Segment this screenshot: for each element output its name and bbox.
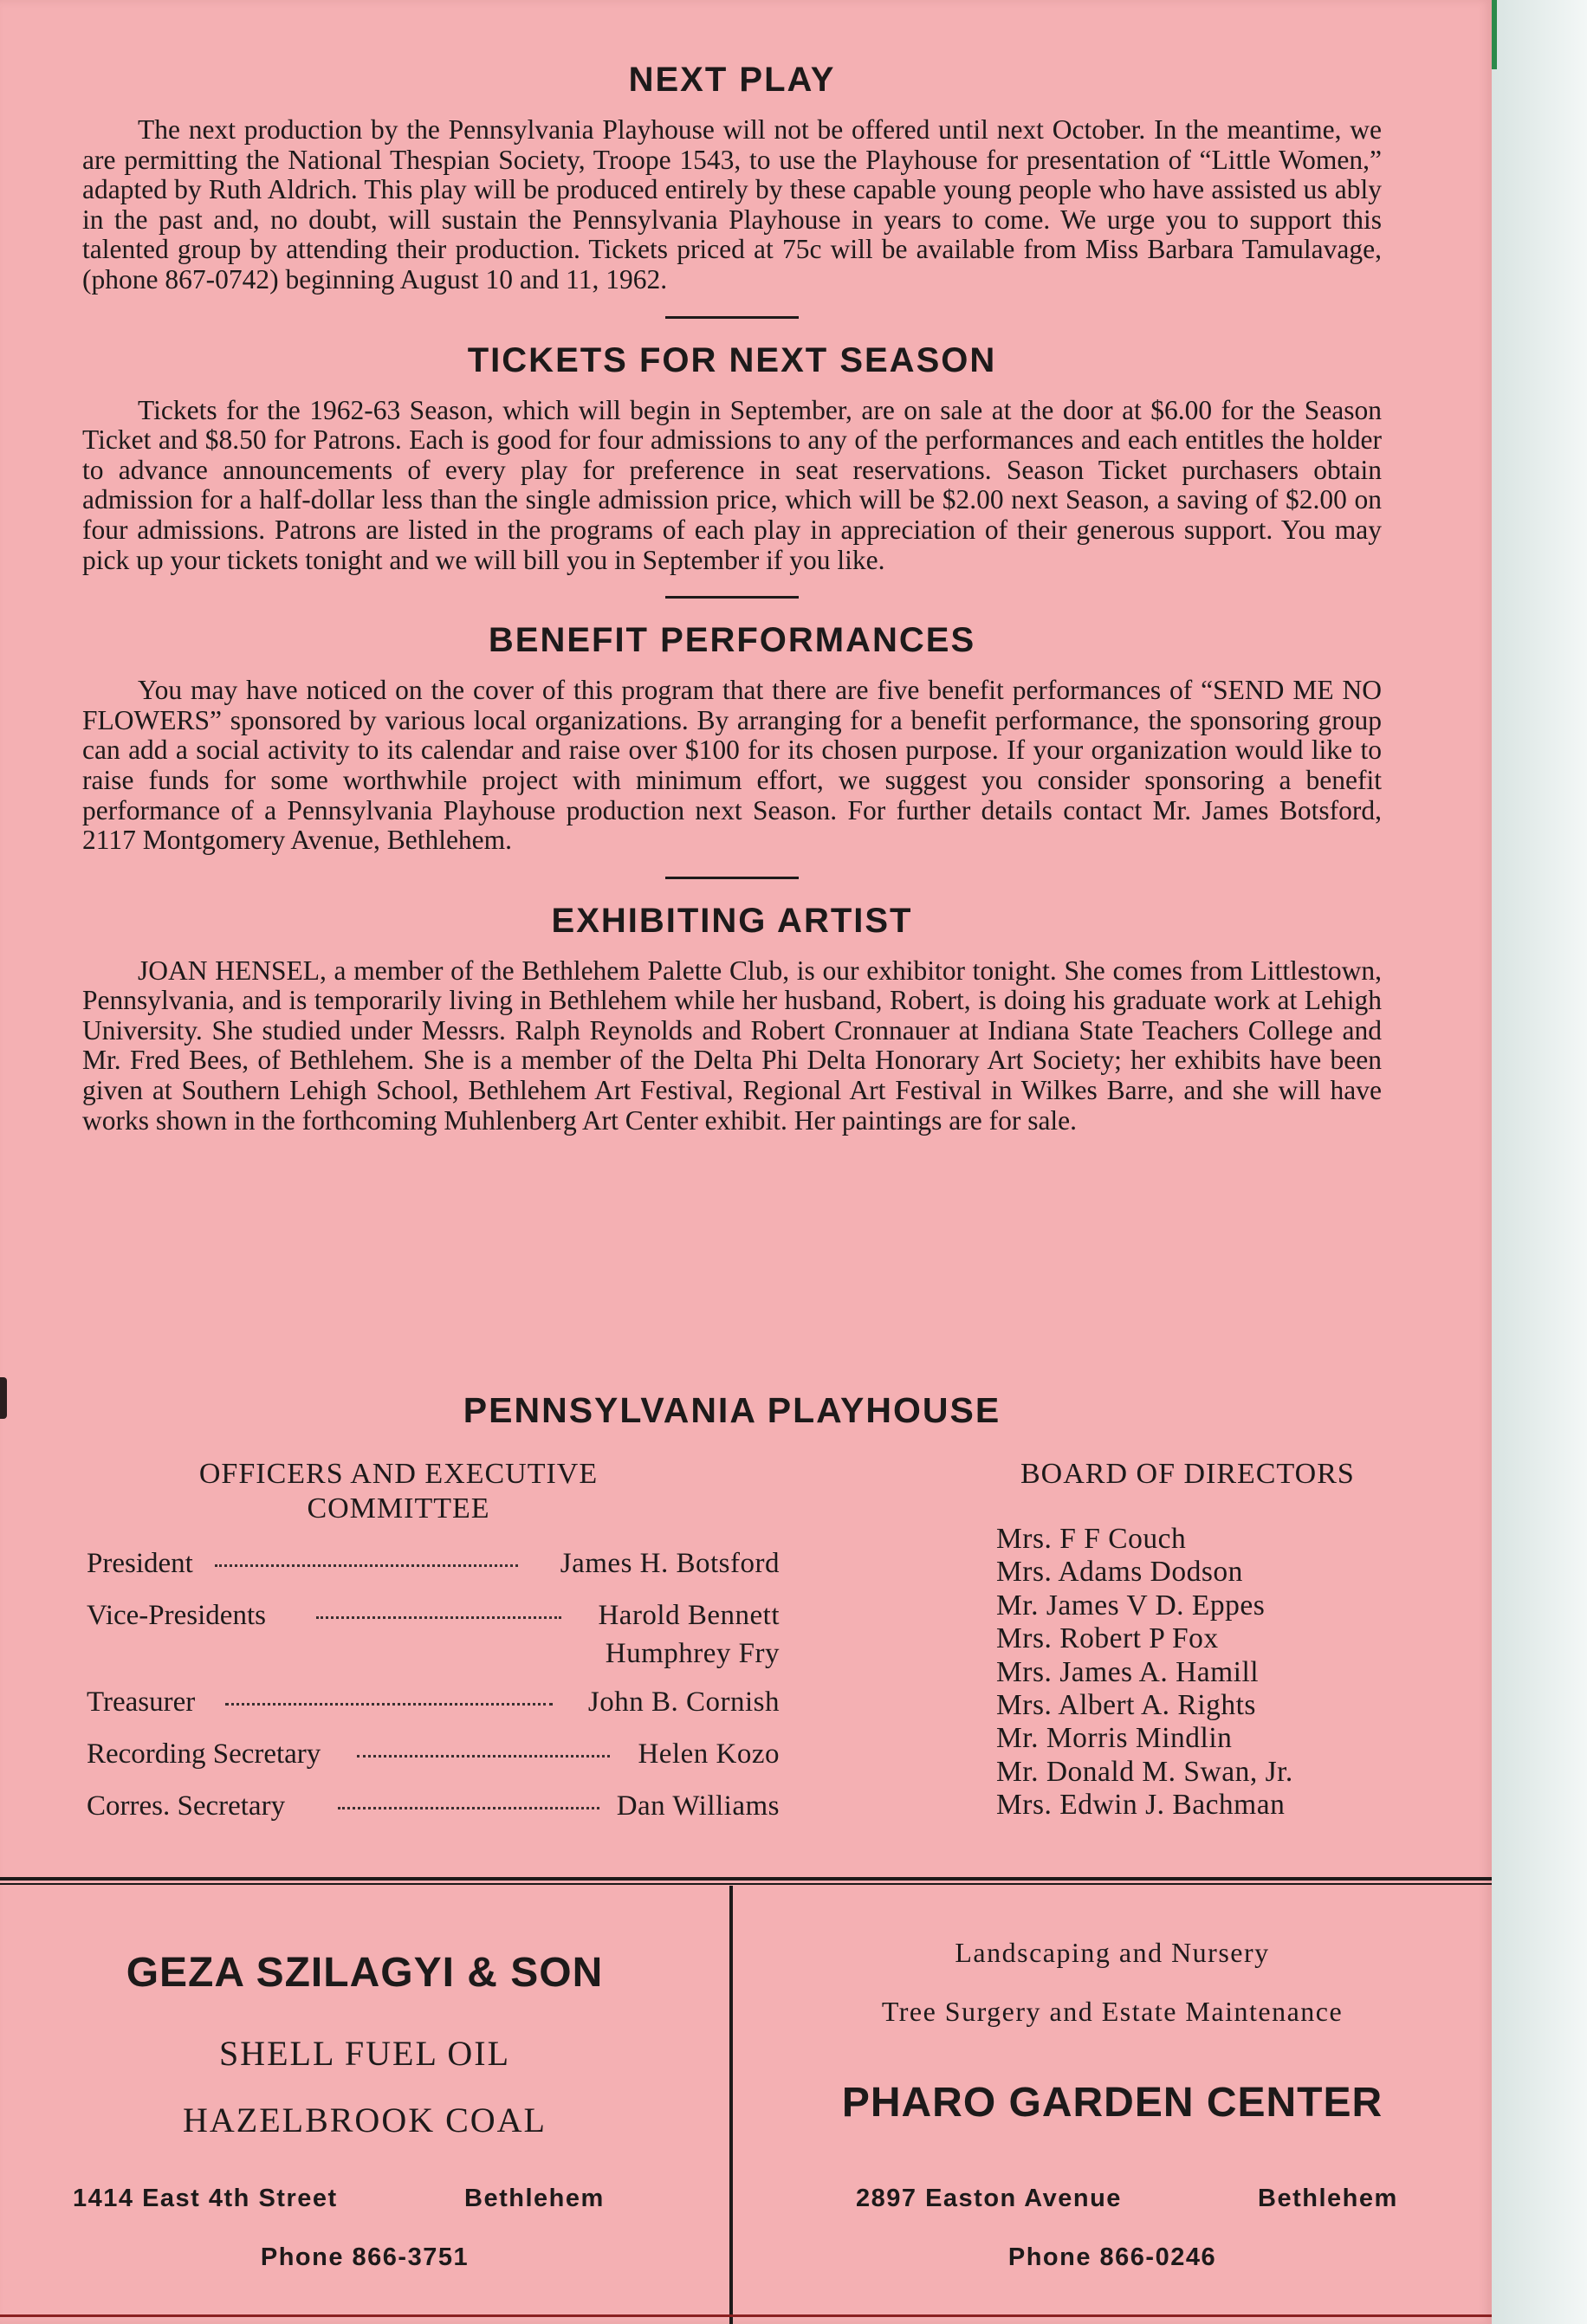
officer-role: President xyxy=(87,1548,193,1579)
director-name: Mr. Donald M. Swan, Jr. xyxy=(996,1755,1293,1788)
ad-address: 1414 East 4th Street xyxy=(73,2185,338,2212)
officer-role: Vice-Presidents xyxy=(87,1600,266,1631)
officer-row xyxy=(87,1736,780,1772)
dot-leader xyxy=(357,1755,610,1758)
playhouse-title: PENNSYLVANIA PLAYHOUSE xyxy=(463,1390,1001,1430)
director-name: Mr. Morris Mindlin xyxy=(996,1722,1233,1755)
director-name: Mrs. Robert P Fox xyxy=(996,1622,1219,1655)
advertiser-name: GEZA SZILAGYI & SON xyxy=(126,1950,604,1996)
section-divider xyxy=(665,877,799,879)
officers-title xyxy=(87,1457,710,1526)
tickets-section xyxy=(82,341,1382,576)
officer-role: Corres. Secretary xyxy=(87,1790,286,1822)
officer-name: Harold Bennett xyxy=(598,1600,780,1631)
ad-line: Tree Surgery and Estate Maintenance xyxy=(881,1996,1344,2027)
section-divider xyxy=(665,316,799,319)
officer-name: Helen Kozo xyxy=(638,1738,780,1770)
officer-row xyxy=(87,1788,780,1824)
officer-name: Dan Williams xyxy=(616,1790,780,1822)
dot-leader xyxy=(338,1807,599,1809)
ad-city: Bethlehem xyxy=(1258,2185,1398,2212)
section-heading: TICKETS FOR NEXT SEASON xyxy=(467,340,997,379)
ad-address: 2897 Easton Avenue xyxy=(856,2185,1122,2212)
section-paragraph: JOAN HENSEL, a member of the Bethlehem Palette Club, is our exhibitor tonight. She comes from Littlestown, Pennsylvania, and is temporarily living in Bethlehem while her husband, Robert, is doing his graduate work at Lehigh University. She studied under Messrs. Ralph Reynolds and Robert Cronnauer at Indiana State Teachers College and Mr. Fred Bees, of Bethlehem. She is a member of the Delta Phi Delta Honorary Art Society; her exhibits have been given at Southern Lehigh School, Bethlehem Art Festival, Regional Art Festival in Wilkes Barre, and she will have works shown in the forthcoming Muhlenberg Art Center exhibit. Her paintings are for sale. xyxy=(82,955,1382,1136)
section-divider xyxy=(665,596,799,599)
ad-phone: Phone 866-3751 xyxy=(260,2243,470,2271)
board-list xyxy=(996,1523,1447,1822)
officer-name: John B. Cornish xyxy=(587,1686,780,1718)
officer-role: Treasurer xyxy=(87,1686,196,1718)
next-play-section xyxy=(82,61,1382,295)
artist-section xyxy=(82,902,1382,1136)
director-name: Mrs. Edwin J. Bachman xyxy=(996,1789,1286,1822)
ad-szilagyi xyxy=(0,1888,729,2313)
scan-background xyxy=(1492,0,1587,2324)
articles xyxy=(82,61,1382,1136)
officers-title-line: COMMITTEE xyxy=(307,1492,490,1525)
scan-edge-mark xyxy=(1492,0,1497,69)
director-name: Mrs. Albert A. Rights xyxy=(996,1689,1256,1722)
officers-title-line: OFFICERS AND EXECUTIVE xyxy=(198,1458,599,1490)
section-paragraph: The next production by the Pennsylvania Playhouse will not be offered until next October. In the meantime, we are permitting the National Thespian Society, Troope 1543, to use the Playhouse for presentation of “Little Women,” adapted by Ruth Aldrich. This play will be produced entirely by these capable young people who have assisted us ably in the past and, no doubt, will sustain the Pennsylvania Playhouse in years to come. We urge you to support this talented group by attending their production. Tickets priced at 75c will be available from Miss Barbara Tamulavage, (phone 867-0742) beginning August 10 and 11, 1962. xyxy=(82,114,1382,295)
dot-leader xyxy=(215,1564,518,1567)
ad-line: HAZELBROOK COAL xyxy=(183,2101,547,2140)
ad-line: Landscaping and Nursery xyxy=(955,1937,1270,1968)
benefit-section xyxy=(82,621,1382,856)
board-of-directors xyxy=(996,1457,1447,1822)
officer-name: James H. Botsford xyxy=(560,1548,780,1579)
director-name: Mrs. F F Couch xyxy=(996,1523,1187,1555)
section-paragraph: Tickets for the 1962-63 Season, which will begin in September, are on sale at the door at $6.00 for the Season Ticket and $8.50 for Patrons. Each is good for four admissions to any of the performances and each entitles the holder to advance announcements of every play for preference in seat reservations. Season Ticket purchasers obtain admission for a half-dollar less than the single admission price, which will be $2.00 next Season, a saving of $2.00 on four admissions. Patrons are listed in the programs of each play in appreciation of their generous support. You may pick up your tickets tonight and we will bill you in September if you like. xyxy=(82,394,1382,575)
section-heading: EXHIBITING ARTIST xyxy=(551,901,913,940)
advertiser-name: PHARO GARDEN CENTER xyxy=(841,2080,1383,2126)
dot-leader xyxy=(225,1703,553,1706)
officer-row xyxy=(87,1684,780,1720)
board-title: BOARD OF DIRECTORS xyxy=(1020,1458,1355,1490)
section-heading: NEXT PLAY xyxy=(628,61,836,99)
ad-phone: Phone 866-0246 xyxy=(1007,2243,1217,2271)
officer-role: Recording Secretary xyxy=(87,1738,321,1770)
ad-border-top-thin xyxy=(0,1883,1492,1885)
binding-mark xyxy=(0,1377,7,1419)
director-name: Mrs. James A. Hamill xyxy=(996,1655,1260,1688)
officers-committee xyxy=(87,1457,780,1822)
section-paragraph: You may have noticed on the cover of this program that there are five benefit performances of “SEND ME NO FLOWERS” sponsored by various local organizations. By arranging for a benefit performance, the sponsoring group can add a social activity to its calendar and raise over $100 for its chosen purpose. If your organization would like to raise funds for some worthwhile project with minimum effort, we suggest you consider sponsoring a benefit performance of a Pennsylvania Playhouse production next Season. For further details contact Mr. James Botsford, 2117 Montgomery Avenue, Bethlehem. xyxy=(82,675,1382,856)
director-name: Mr. James V D. Eppes xyxy=(996,1589,1266,1622)
section-heading: BENEFIT PERFORMANCES xyxy=(488,621,976,660)
ad-line: SHELL FUEL OIL xyxy=(218,2034,511,2073)
ad-border-bottom xyxy=(0,2314,1492,2317)
officer-name: Humphrey Fry xyxy=(605,1638,780,1669)
dot-leader xyxy=(316,1616,561,1619)
officer-row xyxy=(87,1545,780,1582)
officer-row xyxy=(87,1597,780,1669)
ad-city: Bethlehem xyxy=(464,2185,605,2212)
director-name: Mrs. Adams Dodson xyxy=(996,1556,1243,1589)
ad-border-top xyxy=(0,1877,1492,1881)
ad-pharo xyxy=(733,1888,1492,2313)
